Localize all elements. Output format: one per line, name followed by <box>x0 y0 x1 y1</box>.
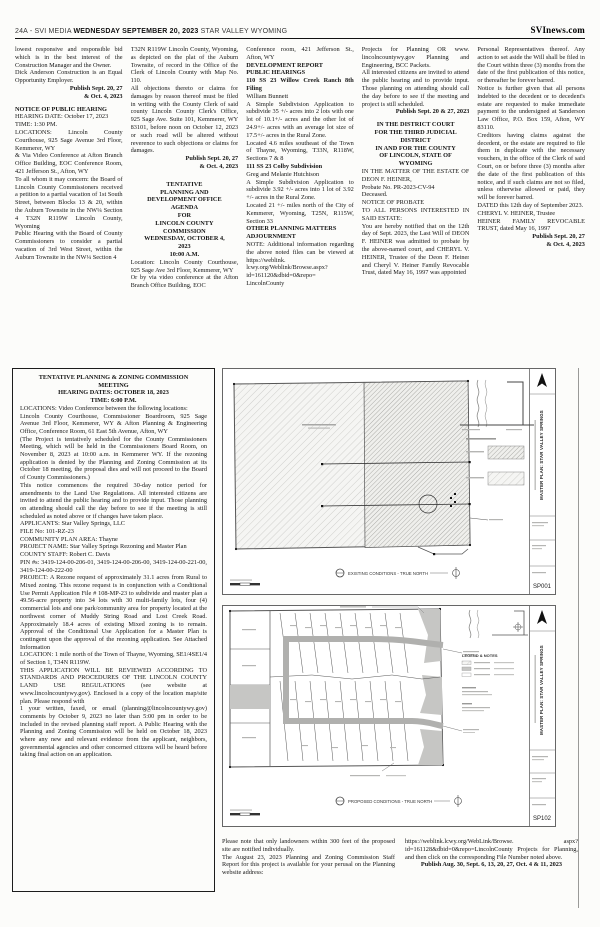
paragraph: PUBLIC HEARINGS <box>246 69 306 77</box>
paragraph: Notice is further given that all persons indebted to the decedent or to decedent's estate are requested to make immediate payment to the undersigned at Sanderson Law Office, P.O. Box 159, Afton, WY 83110. <box>477 84 585 131</box>
sheet-number: SP001 <box>532 584 552 590</box>
paragraph: Please note that only landowners within 300 feet of the proposed site are notified individually. <box>222 838 395 853</box>
paragraph: A Simple Subdivision Application to subdivide 3.92 +/- acres into 1 lot of 3.92 +/- acres in the Rural Zone. <box>246 178 354 202</box>
region-name: STAR VALLEY WYOMING <box>198 28 288 35</box>
paragraph: Located 4.6 miles southeast of the Town of Thayne, Wyoming, T33N, R118W, Sections 7 & 8 <box>246 139 354 163</box>
plat-map-proposed-conditions <box>222 605 556 827</box>
paragraph: This notice commences the required 30-day notice period for amendments to the Land Use Regulations. All interested citizens are invited to attend the public hearing and to provide input. Those planning on attending should call the day before to see if the meeting is still scheduled as noted above or if changes have taken place. <box>20 481 207 520</box>
paragraph: OTHER PLANNING MATTERS <box>246 225 337 233</box>
paragraph: PROJECT NAME: Star Valley Springs Rezoning and Master Plan <box>20 543 187 551</box>
paragraph: LINCOLN COUNTY <box>155 219 214 227</box>
paragraph: IN THE MATTER OF THE ESTATE OF DEON F. HEINER, <box>361 167 470 183</box>
column-rule <box>578 368 579 908</box>
map-footer-right <box>405 838 578 877</box>
paragraph: Location: Lincoln County Courthouse, 925 Sage Ave 3rd Floor, Kemmerer, WY <box>130 258 239 274</box>
paragraph: 10:00 A.M. <box>169 250 200 258</box>
paragraph: IN AND FOR THE COUNTY <box>375 144 456 152</box>
paragraph: WYOMING <box>398 160 433 168</box>
column-1 <box>15 46 123 364</box>
paragraph: & Oct. 4, 2023 <box>83 92 123 100</box>
paragraph: 2023 <box>178 243 191 251</box>
paragraph: DEVELOPMENT OFFICE <box>147 196 222 204</box>
paragraph: TENTATIVE <box>166 180 203 188</box>
plat-map-existing-conditions <box>222 368 556 595</box>
paragraph: PLANNING AND <box>160 188 209 196</box>
paragraph: Or by via video conference at the Afton Branch Office Building, EOC <box>130 274 239 290</box>
paragraph: NOTE: Additional information regarding the above noted files can be viewed at https://weblink. lcwy.org/Weblink/Browse.aspx? id=161120&dbid=0&repo= LincolnCounty <box>246 240 354 287</box>
masthead-site-name: SVInews.com <box>530 25 585 35</box>
paragraph: William Bunnett <box>246 92 289 100</box>
paragraph: CHERYL V. HEINER, Trustee <box>477 209 556 217</box>
paragraph: https://weblink.lcwy.org/WebLink/Browse. aspx?id=161128&dbid=0&repo=LincolnCounty Projects for Planning, and then click on the corresponding File Number noted above. <box>405 838 578 861</box>
paragraph: HEARING DATE: October 17, 2023 <box>15 113 109 121</box>
paragraph: 111 SS 23 Colby Subdivision <box>246 162 323 170</box>
paragraph: AGENDA <box>170 204 199 212</box>
paragraph: Greg and Melanie Hutchison <box>246 170 320 178</box>
paragraph: TIME: 1:30 PM. <box>15 121 58 129</box>
paragraph: COUNTY STAFF: Robert C. Davis <box>20 551 111 559</box>
paragraph: T32N R119W Lincoln County, Wyoming, as depicted on the plat of the Auburn Townsite, of record in the Office of the Clerk of Lincoln County with Map No. 110. <box>130 46 239 85</box>
paragraph: & Oct. 4, 2023 <box>546 240 585 248</box>
paragraph: Probate No. PR-2023-CV-94 <box>361 183 435 191</box>
column-2 <box>131 46 239 364</box>
paragraph: TENTATIVE PLANNING & ZONING COMMISSION <box>38 374 189 381</box>
column-5 <box>477 46 585 364</box>
paragraph: 110 SS 23 Willow Creek Ranch 8th Filing <box>246 77 354 92</box>
paragraph: HEARING DATES: OCTOBER 18, 2023 <box>58 389 169 397</box>
paragraph: Dick Anderson Construction is an Equal Opportunity Employer. <box>15 69 123 85</box>
paragraph: COMMUNITY PLAN AREA: Thayne <box>20 535 118 543</box>
paragraph: NOTICE OF PROBATE <box>361 199 425 207</box>
paragraph: FOR THE THIRD JUDICIAL <box>374 128 457 136</box>
map-title-vertical: MASTER PLAN: STAR VALLEY SPRINGS <box>539 645 544 735</box>
paragraph: lowest responsive and responsible bid which is in the best interest of the Construction Manager and the Owner. <box>15 46 123 69</box>
paragraph: ADJOURNMENT <box>246 233 296 241</box>
paragraph: & Oct. 4, 2023 <box>199 162 239 170</box>
paragraph: Creditors having claims against the decedent, or the estate are required to file them in duplicate with the necessary vouchers, in the office of the Clerk of said Court, on or before three (3) months after the date of the first publication of this notice, and if such claims are not so filed, unless otherwise allowed or paid, they will be forever barred. <box>477 131 585 202</box>
paragraph: To all whom it may concern: the Board of Lincoln County Commissioners received a petition to a partial vacation of 1st South Street, between Blocks 13 & 20, within the Auburn Townsite in the NW¼ Section 4 T32N R119W Lincoln County, Wyoming <box>15 175 123 230</box>
paragraph: HEINER FAMILY REVOCABLE TRUST, dated May 16, 1997 <box>477 217 585 233</box>
paragraph: FILE No: 101-RZ-23 <box>20 528 74 536</box>
paragraph: TIME: 6:00 P.M. <box>90 397 137 405</box>
paragraph: All objections thereto or claims for damages by reason thereof must be filed in writing with the County Clerk of said county Lincoln County Clerk's Office, 925 Sage Ave. Suite 101, Kemmerer, WY 83101, before noon on October 12, 2023 or such road will be altered without reverence to such objections or claims for damages. <box>130 84 239 155</box>
paragraph: 1 your written, faxed, or email (planning@lincolncountywy.gov) comments by October 9, 2023 no later than 5:00 pm in order to be included in the revised planning staff report. A Public Hearing with the Planning and Zoning Commission will be held on October 18, 2023 where any new and relevant evidence from the applicant, neighbors, governmental agencies and other concerned citizens will be heard before taking final action on an application. <box>20 705 207 759</box>
map-footer-left <box>222 838 395 877</box>
paragraph: A Simple Subdivision Application to subdivide 35 +/- acres into 2 lots with one lot of 10.1+/- acres and the other lot of 24.9+/- acres with an average lot size of 17.5+/- acres in the Rural Zone. <box>246 100 354 139</box>
paragraph: LOCATION: 1 mile north of the Town of Thayne, Wyoming, SE1/4SE1/4 of Section 1, T34N R119W. <box>20 651 207 667</box>
legal-notices-columns <box>15 46 585 364</box>
map-caption: EXISTING CONDITIONS - TRUE NORTH <box>348 571 429 576</box>
paragraph: FOR <box>177 211 192 219</box>
sheet-number: SP102 <box>532 816 552 822</box>
paragraph: Lincoln County Courthouse, Commissioner Boardroom, 925 Sage Avenue 3rd Floor, Kemmerer, WY & Afton Planning & Engineering Office, Conference Room, 61 East 5th Avenue, Afton, WY <box>20 412 207 435</box>
paragraph: OF LINCOLN, STATE OF <box>379 152 452 160</box>
zoning-commission-notice-box <box>12 368 215 892</box>
paragraph: COMMISSION <box>163 227 206 235</box>
paragraph: & Via Video Conference at Afton Branch Office Building, EOC Conference Room, 421 Jefferson St., Afton, WY <box>15 152 123 175</box>
paragraph: Projects for Planning OR www. lincolncountywy.gov Planning and Engineering, BCC Packets. <box>361 46 470 69</box>
paragraph: All interested citizens are invited to attend the public hearing and to provide input. Those planning on attending should call the day before to see if the meeting and project is still scheduled. <box>361 69 470 108</box>
paragraph: MEETING <box>98 381 129 389</box>
plat-map-sp001-drawing <box>222 368 556 595</box>
page-header-left <box>15 28 287 35</box>
paragraph: Deceased. <box>361 191 388 199</box>
issue-date: WEDNESDAY SEPTEMBER 20, 2023 <box>73 28 199 35</box>
paragraph: Publish Sept. 20, 27 <box>185 155 239 163</box>
paragraph: DATED this 12th day of September 2023. <box>477 201 584 209</box>
page-number: 24A - SVI MEDIA <box>15 28 74 35</box>
page-header <box>15 25 585 39</box>
paragraph: LOCATIONS: Video Conference between the following locations: <box>20 404 188 412</box>
paragraph: APPLICANTS: Star Valley Springs, LLC <box>20 520 126 528</box>
map-footer-notes <box>222 838 578 877</box>
paragraph: PIN #s: 3419-124-00-206-01, 3419-124-00-206-00, 3419-124-00-221-00, 3419-124-00-222-00 <box>20 558 207 574</box>
map-caption: PROPOSED CONDITIONS - TRUE NORTH <box>348 799 433 804</box>
paragraph: DEVELOPMENT REPORT <box>246 61 323 69</box>
paragraph: TO ALL PERSONS INTERESTED IN SAID ESTATE: <box>361 206 470 222</box>
paragraph: Conference room, 421 Jefferson St., Afton, WY <box>246 46 354 61</box>
paragraph: PROJECT: A Rezone request of approximately 31.1 acres from Rural to Mixed zoning. This rezone request is in conjunction with a Conditional Use Permit Application File # 108-MP-23 to subdivide and master plan a 49.56-acre property into 34 lots with 30 multi-family lots, four (4) commercial lots and one park/community area for property located at the northwest corner of Muddy String Road and Lost Creek Road. Approximately 18.4 acres of existing Mixed zoning is to remain. Approval of the Conditional Use Application for a Master Plan is contingent upon the approval of the rezoning application. See Attached Information <box>20 574 207 651</box>
paragraph: Publish Sept. 20 & 27, 2023 <box>395 108 470 116</box>
paragraph: You are hereby notified that on the 12th day of Sept. 2023, the Last Will of DEON F. HEINER was admitted to probate by the above-named court, and CHERYL V. HEINER, Trustee of the Deon F. Heiner and Cheryl V. Heiner Family Revocable Trust, dated May 16, 1997 was appointed <box>361 222 470 277</box>
paragraph: Publish Sept. 20, 27 <box>532 233 585 241</box>
paragraph: Publish Aug. 30, Sept. 6, 13, 20, 27, Oct. 4 & 11, 2023 <box>420 861 563 869</box>
paragraph: Located 21 +/- miles north of the City of Kemmerer, Wyoming, T25N, R115W, Section 33 <box>246 201 354 225</box>
paragraph: THIS APPLICATION WILL BE REVIEWED ACCORDING TO STANDARDS AND PROCEDURES OF THE LINCOLN COUNTY LAND USE REGULATIONS (see website at www.lincolncountywy.gov). Enclosed is a copy of the location map/site plan. Please respond with <box>20 666 207 705</box>
paragraph: (The Project is tentatively scheduled for the County Commissioners Meeting, which will be held in the Commissioners Board Room, on November 8, 2023 at 10:00 a.m. in Kemmerer WY. If the rezoning application is denied by the Planning and Zoning Commission at its October 18 meeting, the proposal dies and will not proceed to the Board of County Commissioners.) <box>20 435 207 482</box>
paragraph: LOCATIONS: Lincoln County Courthouse, 925 Sage Avenue 3rd Floor, Kemmerer, WY <box>15 128 123 152</box>
paragraph: Personal Representatives thereof. Any action to set aside the Will shall be filed in the Court within three (3) months from the date of the first publication of this notice, or thereafter be forever barred. <box>477 46 585 85</box>
paragraph: DISTRICT <box>400 136 431 144</box>
paragraph: WEDNESDAY, OCTOBER 4, <box>144 235 225 243</box>
column-3 <box>246 46 354 364</box>
column-4 <box>362 46 470 364</box>
paragraph: IN THE DISTRICT COURT <box>376 121 455 129</box>
paragraph: The August 23, 2023 Planning and Zoning Commission Staff Report for this project is available for your perusal on the Planning website address: <box>222 853 395 877</box>
map-title-vertical: MASTER PLAN: STAR VALLEY SPRINGS <box>539 410 544 500</box>
legend-title: LEGEND & NOTES <box>462 653 498 658</box>
paragraph: Publish Sept. 20, 27 <box>69 84 123 92</box>
plat-map-sp102-drawing <box>222 605 556 827</box>
paragraph: Public Hearing with the Board of County Commissioners to consider a partial vacation of 3rd West Street, within the Auburn Townsite in the NW¼ Section 4 <box>15 230 123 261</box>
paragraph: NOTICE OF PUBLIC HEARING <box>15 105 107 113</box>
